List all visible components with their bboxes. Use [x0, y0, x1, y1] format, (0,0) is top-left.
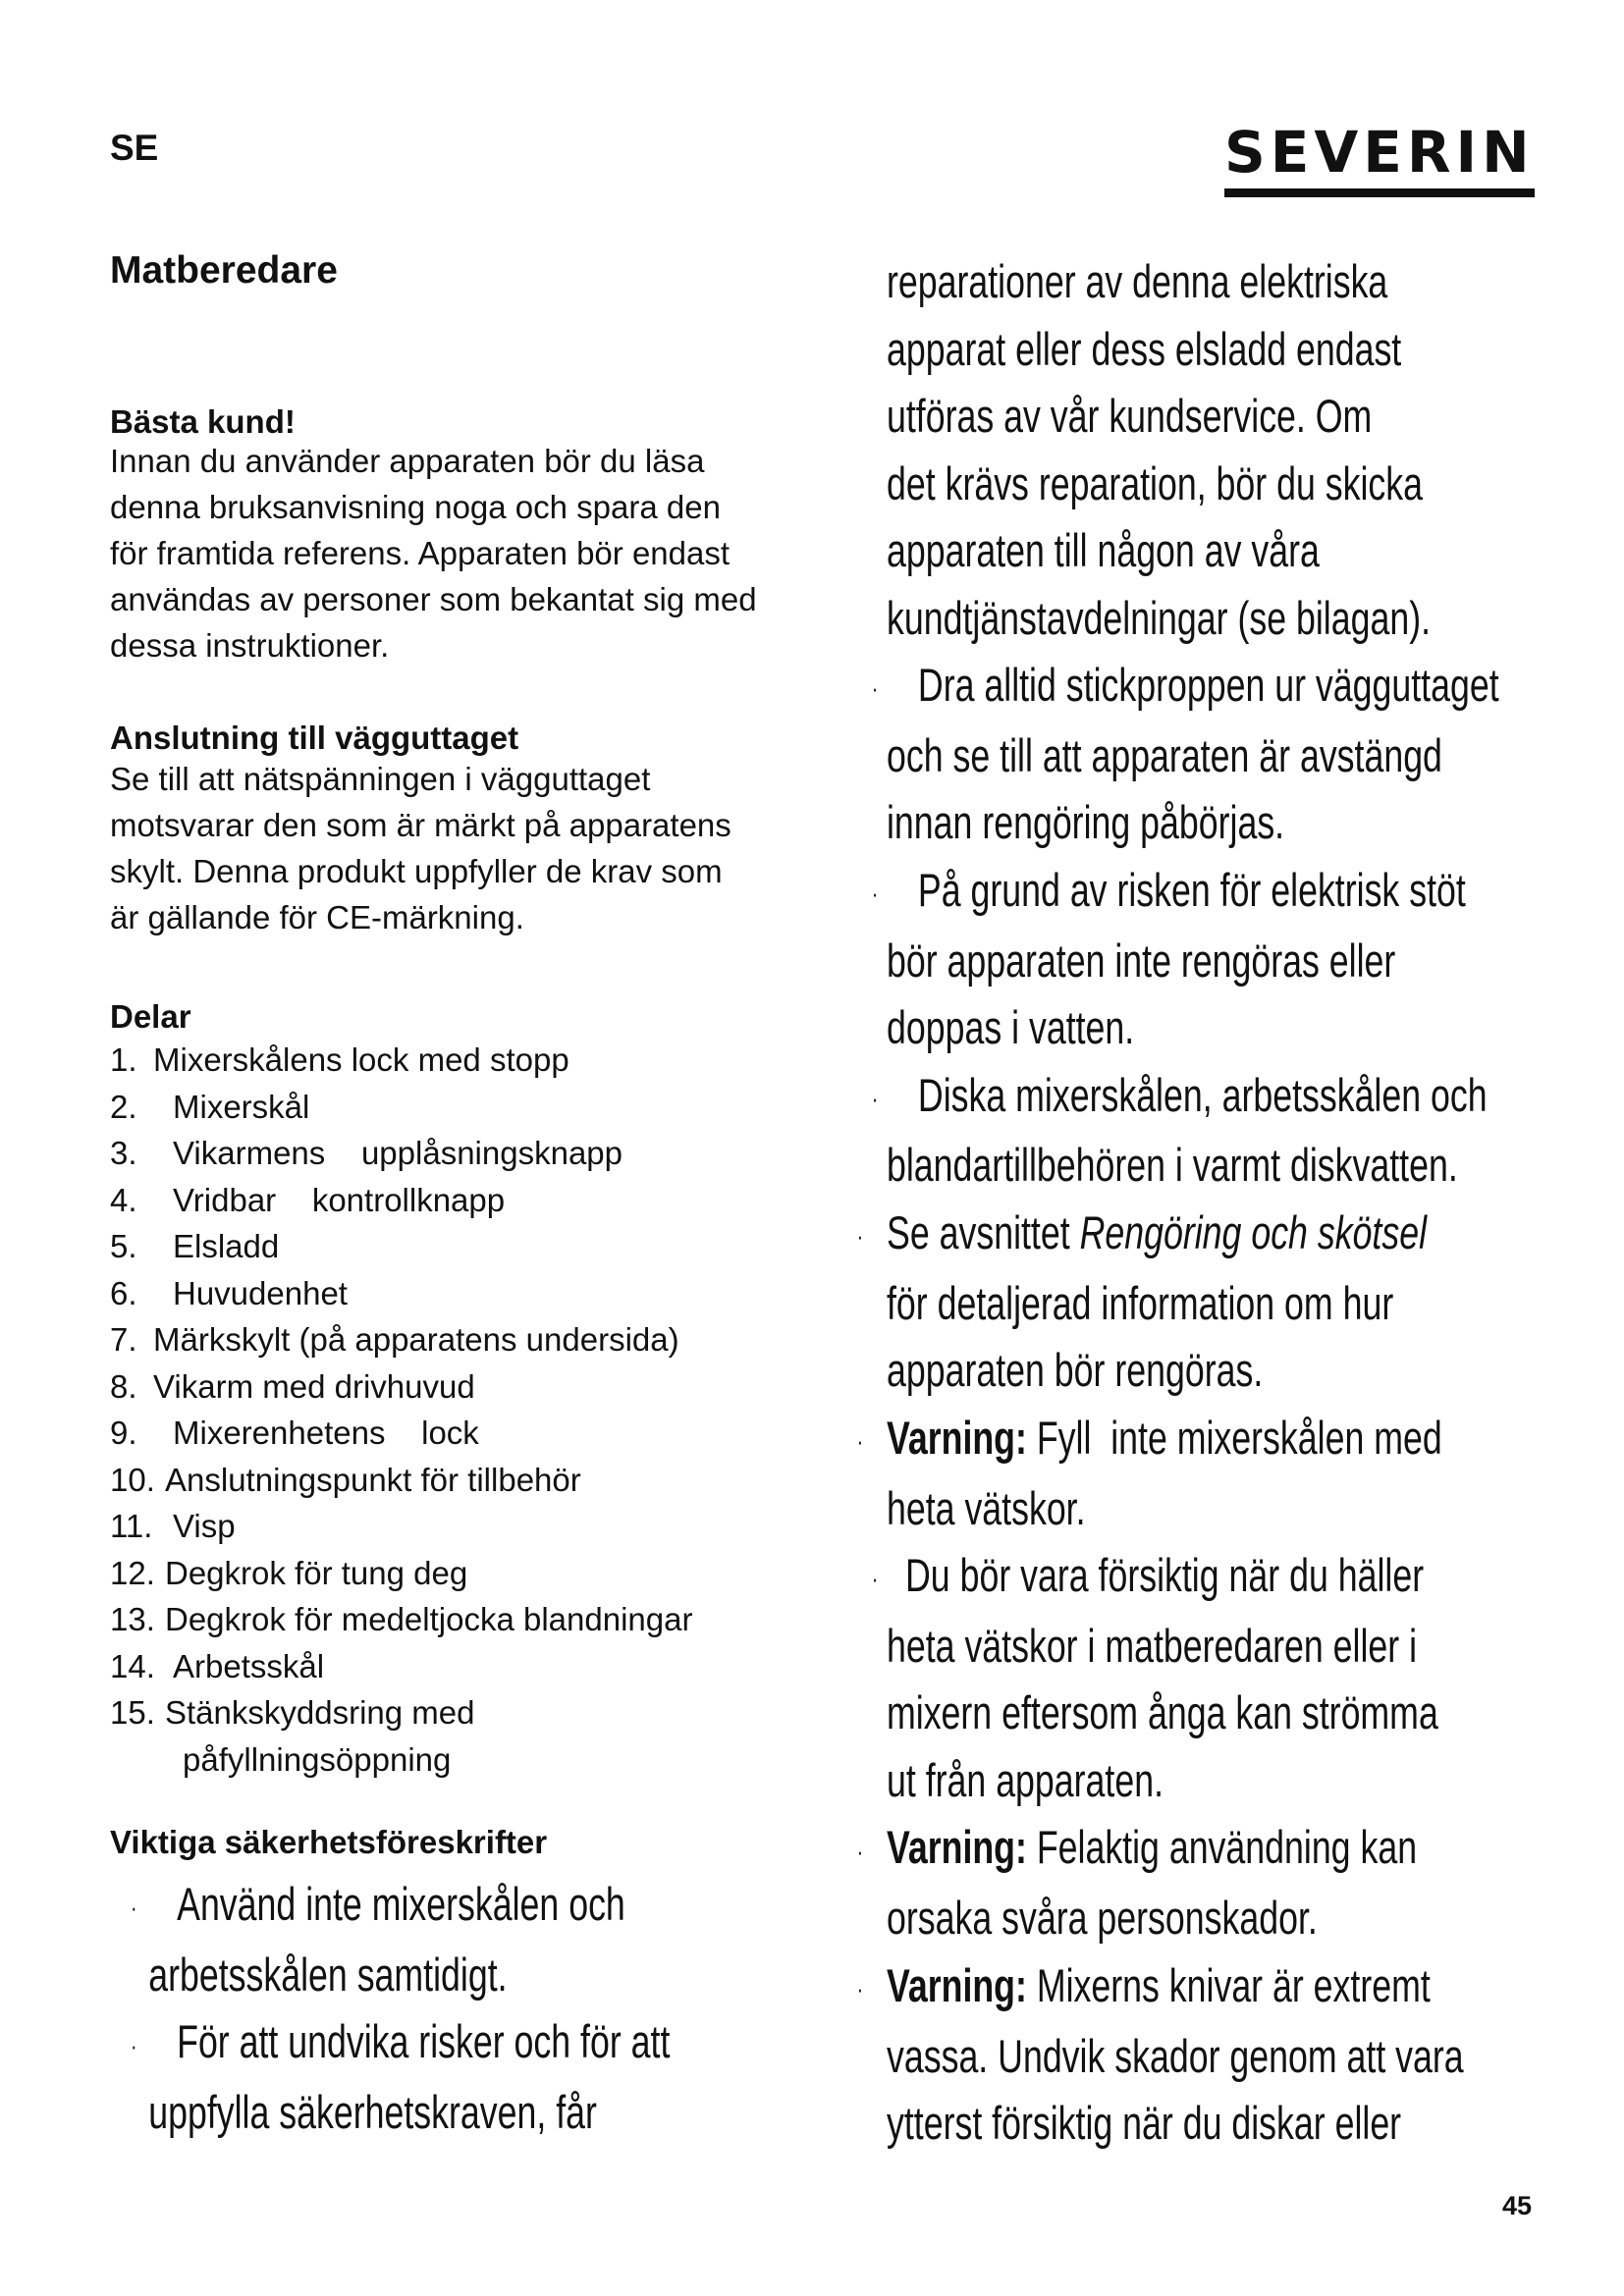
text-line: · Se avsnittet Rengöring och skötsel	[857, 1200, 1499, 1270]
text-line: apparat eller dess elsladd endast	[887, 322, 1402, 375]
safety-line: arbetsskålen samtidigt.	[148, 1948, 508, 2001]
connection-line: motsvarar den som är märkt på apparatens	[110, 807, 731, 843]
text-line: heta vätskor i matberedaren eller i	[887, 1619, 1418, 1672]
text-line: heta vätskor.	[887, 1481, 1086, 1534]
intro-line: användas av personer som bekantat sig med	[110, 581, 757, 617]
safety-line: · Använd inte mixerskålen och	[131, 1871, 670, 1942]
bullet-icon: ·	[871, 1083, 879, 1113]
part-text: Elsladd	[173, 1228, 280, 1264]
text-line: · Dra alltid stickproppen ur vägguttaget	[872, 652, 1499, 722]
safety-instructions-left	[131, 1871, 670, 2147]
bullet-icon: ·	[856, 1221, 864, 1252]
text-line: ytterst försiktig när du diskar eller	[887, 2097, 1402, 2150]
part-number: 13.	[110, 1601, 155, 1637]
text-line: · Du bör vara försiktig när du häller	[872, 1542, 1499, 1613]
text-line: mixern eftersom ånga kan strömma	[887, 1686, 1438, 1739]
part-number: 9.	[110, 1415, 137, 1451]
part-text: Stänkskyddsring med	[165, 1694, 475, 1731]
part-number: 1.	[110, 1041, 137, 1078]
text-line: bör apparaten inte rengöras eller	[887, 934, 1396, 987]
list-item	[110, 1177, 692, 1224]
part-text: Mixerenhetens lock	[173, 1415, 479, 1451]
part-number: 7.	[110, 1321, 137, 1358]
list-item	[110, 1596, 692, 1643]
text-line: innan rengöring påbörjas.	[887, 796, 1285, 849]
page-number: 45	[1502, 2191, 1533, 2220]
part-number: 5.	[110, 1228, 137, 1264]
part-text: Mixerskål	[173, 1088, 310, 1125]
bullet-icon: ·	[871, 1564, 879, 1594]
text-line: doppas i vatten.	[887, 1001, 1135, 1054]
bullet-icon: ·	[856, 1836, 864, 1866]
connection-heading: Anslutning till vägguttaget	[110, 720, 519, 756]
part-number: 8.	[110, 1367, 137, 1405]
warning-label: Varning:	[887, 1821, 1027, 1874]
part-number: 4.	[110, 1181, 137, 1218]
part-text: Vikarm med drivhuvud	[153, 1367, 475, 1405]
list-item	[110, 1689, 692, 1736]
part-number: 15.	[110, 1694, 155, 1731]
safety-heading: Viktiga säkerhetsföreskrifter	[110, 1824, 548, 1860]
list-item	[110, 1223, 692, 1270]
list-item	[110, 1410, 692, 1457]
part-number: 6.	[110, 1274, 137, 1311]
list-item	[110, 1550, 692, 1597]
part-text: Vridbar kontrollknapp	[173, 1181, 506, 1218]
part-text: Vikarmens upplåsningsknapp	[173, 1135, 623, 1171]
bullet-icon: ·	[856, 1426, 864, 1457]
text-line: orsaka svåra personskador.	[887, 1892, 1318, 1945]
part-text: Mixerskålens lock med stopp	[153, 1041, 569, 1078]
part-number: 14.	[110, 1647, 155, 1684]
list-item	[110, 1316, 692, 1363]
bullet-icon: ·	[871, 879, 879, 909]
language-code: SE	[110, 128, 159, 168]
text-line: kundtjänstavdelningar (se bilagan).	[887, 591, 1432, 644]
list-item	[110, 1270, 692, 1317]
part-text: Arbetsskål	[173, 1647, 325, 1684]
intro-line: denna bruksanvisning noga och spara den	[110, 489, 721, 525]
text-line: för detaljerad information om hur	[887, 1276, 1394, 1329]
intro-line: Innan du använder apparaten bör du läsa	[110, 443, 705, 479]
connection-line: skylt. Denna produkt uppfyller de krav som	[110, 853, 723, 889]
part-text: Märkskylt (på apparatens undersida)	[153, 1321, 679, 1358]
bullet-icon: ·	[131, 2030, 137, 2060]
text-line: blandartillbehören i varmt diskvatten.	[887, 1139, 1458, 1192]
text-line: vassa. Undvik skador genom att vara	[887, 2029, 1464, 2082]
bullet-icon: ·	[871, 673, 879, 704]
warning-label: Varning:	[887, 1411, 1027, 1464]
list-item	[110, 1037, 692, 1084]
list-item	[110, 1363, 692, 1411]
section-reference: Rengöring och skötsel	[1079, 1205, 1428, 1258]
warning-label: Varning:	[887, 1958, 1027, 2011]
part-text: Huvudenhet	[173, 1274, 348, 1311]
part-text: Anslutningspunkt för tillbehör	[165, 1461, 581, 1498]
text-line: · Diska mixerskålen, arbetsskålen och	[872, 1062, 1499, 1133]
list-item	[110, 1457, 692, 1504]
list-item	[110, 1503, 692, 1550]
parts-list	[110, 1037, 692, 1783]
part-number: 3.	[110, 1135, 137, 1171]
intro-line: för framtida referens. Apparaten bör endast	[110, 535, 731, 571]
safety-line: · För att undvika risker och för att	[131, 2008, 670, 2079]
list-item	[110, 1736, 692, 1784]
warning-line: · Varning: Mixerns knivar är extremt	[857, 1952, 1499, 2023]
part-text: Degkrok för tung deg	[165, 1554, 468, 1591]
text-line: och se till att apparaten är avstängd	[887, 728, 1442, 781]
intro-heading: Bästa kund!	[110, 403, 296, 440]
warning-line: · Varning: Felaktig användning kan	[857, 1814, 1499, 1885]
part-text: påfyllningsöppning	[183, 1740, 452, 1778]
text-line: det krävs reparation, bör du skicka	[887, 456, 1423, 509]
intro-paragraph	[110, 438, 787, 668]
part-number: 2.	[110, 1088, 137, 1125]
text-line: reparationer av denna elektriska	[887, 255, 1388, 307]
part-text: Degkrok för medeltjocka blandningar	[165, 1601, 693, 1637]
text-line: utföras av vår kundservice. Om	[887, 390, 1373, 442]
text-line: apparaten till någon av våra	[887, 524, 1320, 576]
connection-line: Se till att nätspänningen i vägguttaget	[110, 761, 651, 797]
part-number: 10.	[110, 1461, 155, 1498]
part-number: 12.	[110, 1554, 155, 1591]
part-text: Visp	[173, 1508, 236, 1544]
list-item	[110, 1643, 692, 1690]
part-number: 11.	[110, 1508, 153, 1544]
parts-heading: Delar	[110, 998, 191, 1035]
brand-logo: SEVERIN	[1224, 122, 1535, 197]
page-title: Matberedare	[110, 249, 338, 292]
safety-line: uppfylla säkerhetskraven, får	[148, 2086, 597, 2139]
list-item	[110, 1084, 692, 1131]
connection-paragraph	[110, 756, 787, 940]
intro-line: dessa instruktioner.	[110, 627, 390, 664]
safety-instructions-right	[856, 248, 1499, 2158]
warning-line: · Varning: Fyll inte mixerskålen med	[857, 1405, 1499, 1475]
connection-line: är gällande för CE-märkning.	[110, 899, 524, 935]
text-line: ut från apparaten.	[887, 1753, 1164, 1806]
list-item	[110, 1130, 692, 1177]
bullet-icon: ·	[131, 1893, 137, 1923]
text-line: apparaten bör rengöras.	[887, 1344, 1264, 1397]
bullet-icon: ·	[856, 1974, 864, 2004]
text-line: · På grund av risken för elektrisk stöt	[872, 857, 1499, 928]
